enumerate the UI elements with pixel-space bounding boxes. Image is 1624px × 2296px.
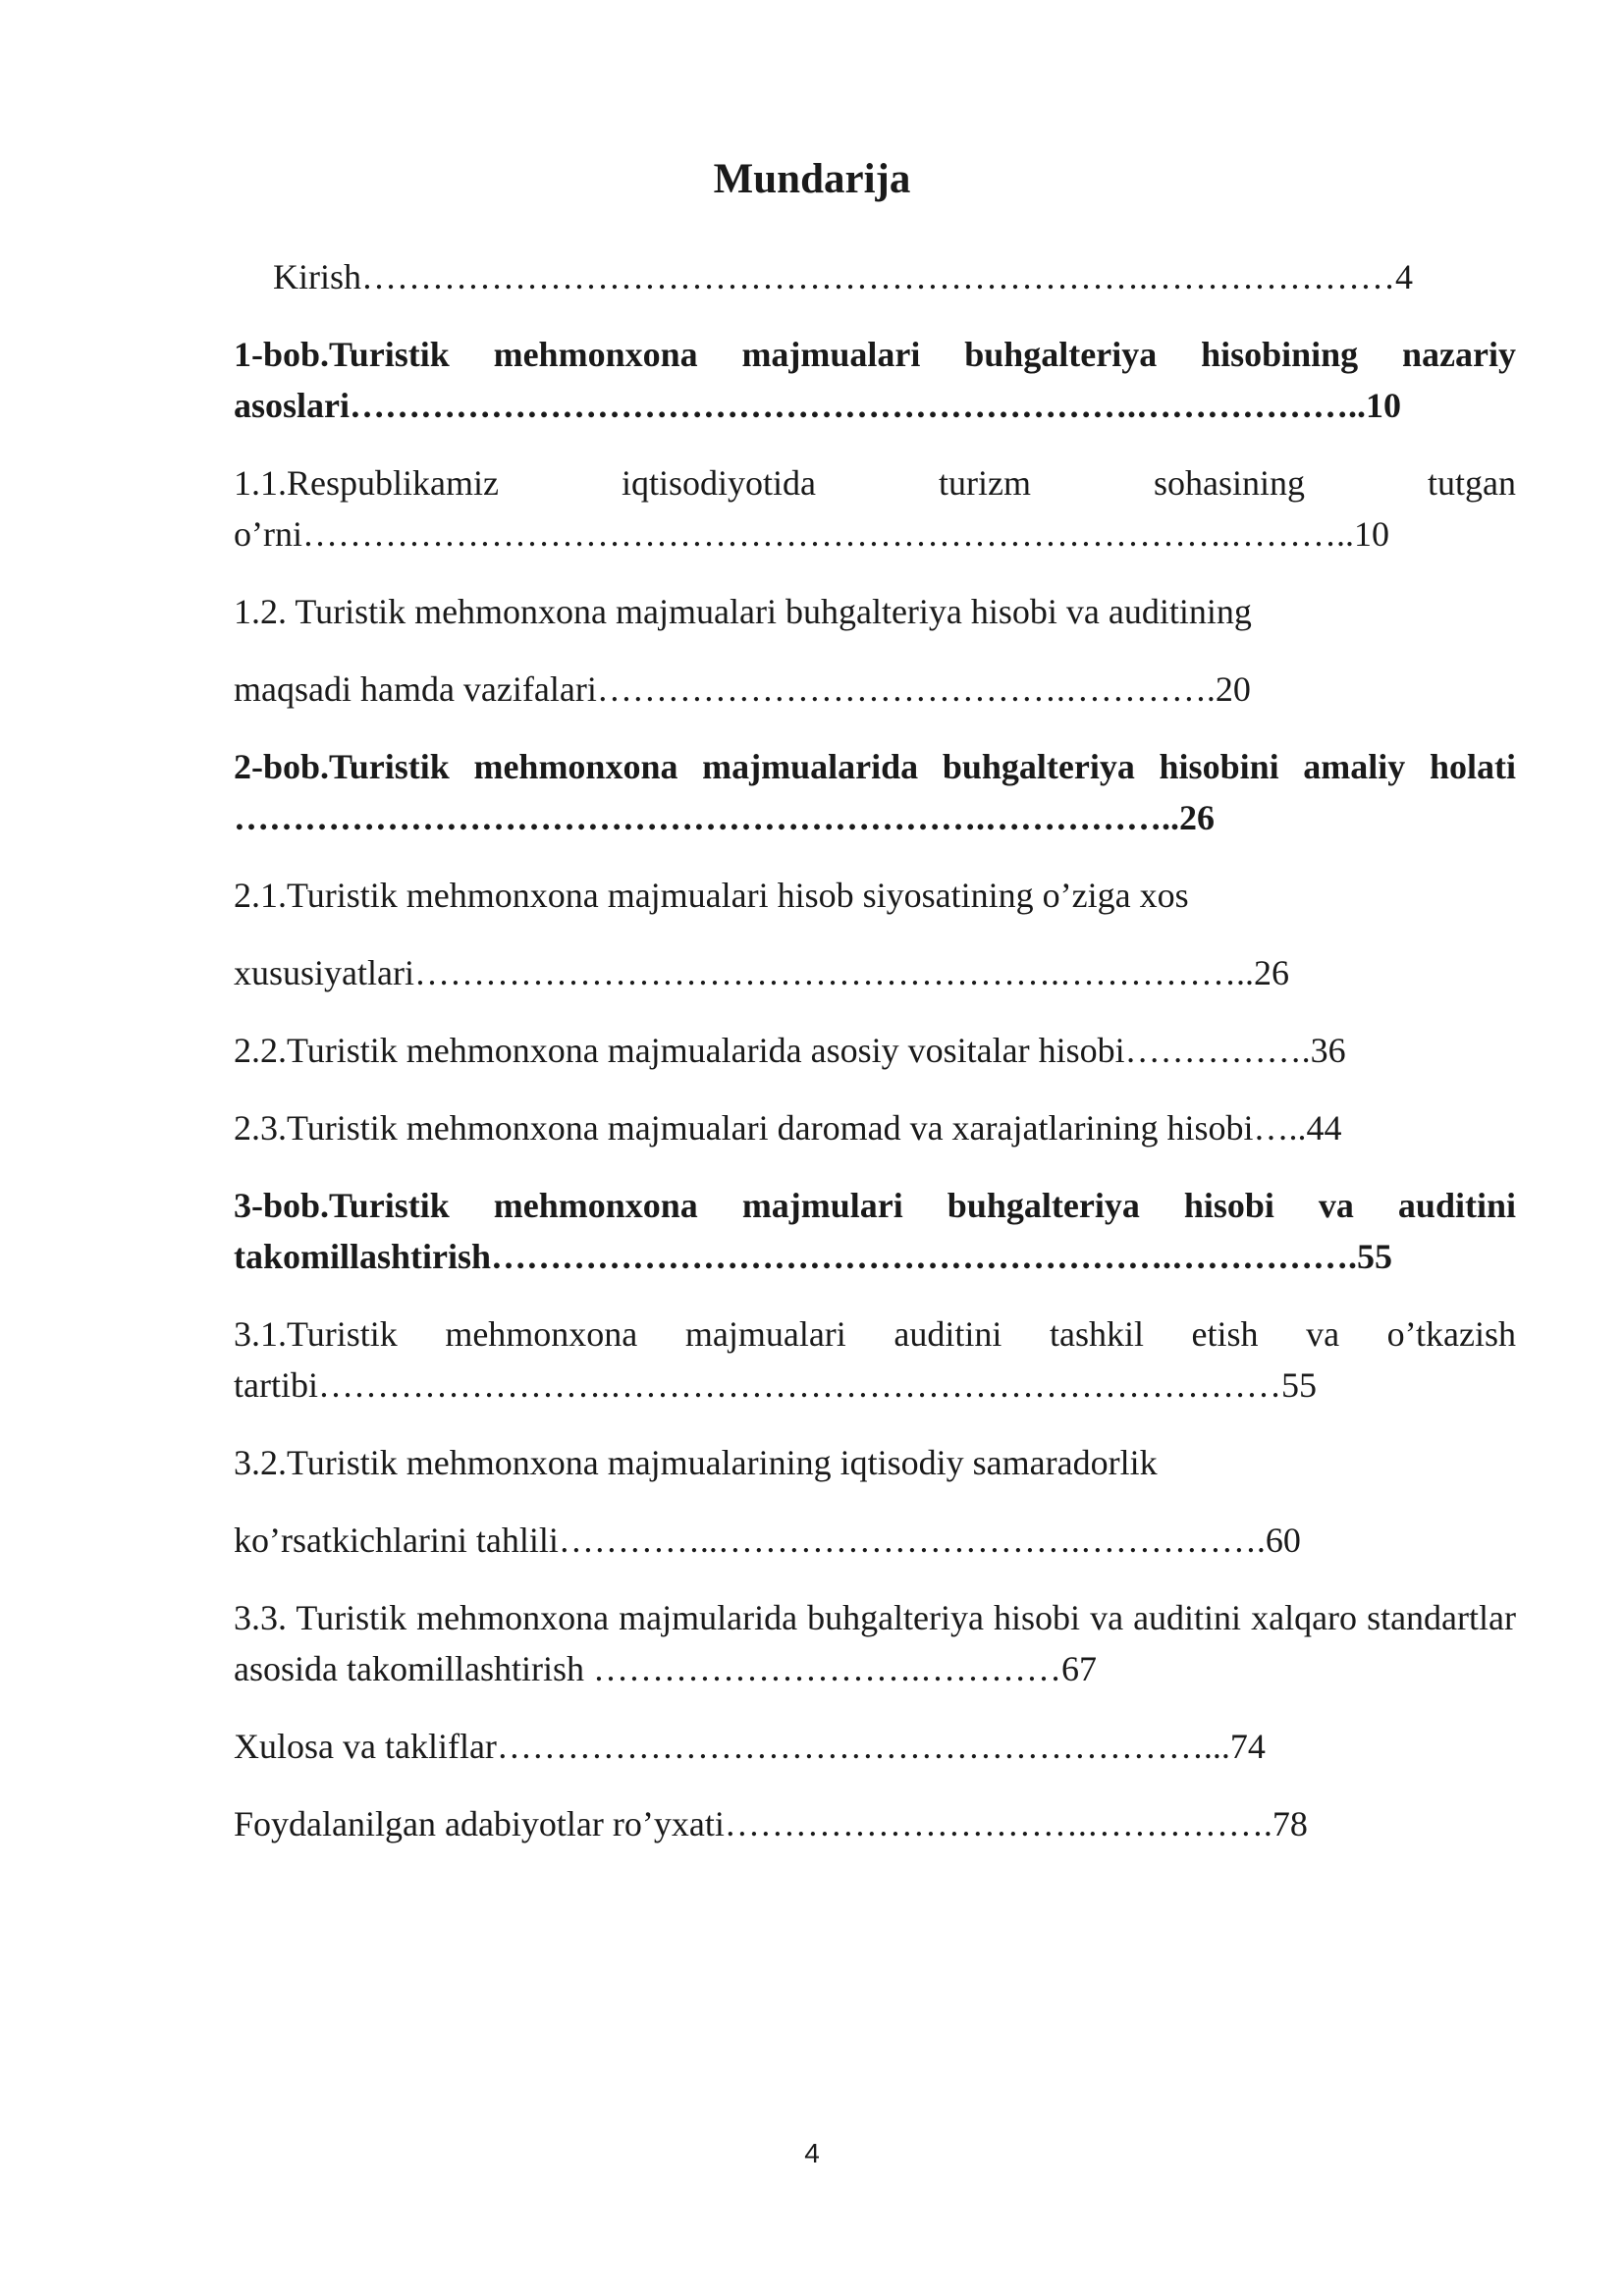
toc-section-3-1: 3.1.Turistik mehmonxona majmualari auditini tashkil etish va o’tkazish tartibi…………………….…………………………………………………55 <box>234 1314 1516 1405</box>
toc-section-1-1: 1.1.Respublikamiz iqtisodiyotida turizm sohasining tutgan o’rni…………………………………………………………………….………..10 <box>234 463 1516 554</box>
toc-section-2-1-line-1: 2.1.Turistik mehmonxona majmualari hisob siyosatining o’ziga xos <box>234 876 1189 915</box>
toc-section-1-2-line-2: maqsadi hamda vazifalari………………………………….………….20 <box>234 669 1251 709</box>
page-title: Mundarija <box>713 156 911 202</box>
page-number: 4 <box>804 2138 820 2168</box>
toc-section-3-2-line-1: 3.2.Turistik mehmonxona majmualarining iqtisodiy samaradorlik <box>234 1443 1158 1482</box>
toc-entry-references: Foydalanilgan adabiyotlar ro’yxati………………………….…………….78 <box>234 1804 1308 1843</box>
toc-section-2-3: 2.3.Turistik mehmonxona majmualari daromad va xarajatlarining hisobi…..44 <box>234 1108 1342 1148</box>
toc-chapter-3: 3-bob.Turistik mehmonxona majmulari buhgalteriya hisobi va auditini takomillashtirish………………………………………………….…………….55 <box>234 1186 1516 1276</box>
toc-chapter-2: 2-bob.Turistik mehmonxona majmualarida buhgalteriya hisobini amaliy holati ……………………………………………………….……………..26 <box>234 747 1516 837</box>
toc-section-3-2-line-2: ko’rsatkichlarini tahlili…………..………………………….…………….60 <box>234 1521 1301 1560</box>
toc-section-1-2-line-1: 1.2. Turistik mehmonxona majmualari buhgalteriya hisobi va auditining <box>234 592 1252 631</box>
toc-entry-conclusions: Xulosa va takliflar……………………………………………………...74 <box>234 1727 1266 1766</box>
toc-section-2-2: 2.2.Turistik mehmonxona majmualarida asosiy vositalar hisobi…………….36 <box>234 1031 1346 1070</box>
table-of-contents <box>234 251 1516 1849</box>
toc-section-2-1-line-2: xususiyatlari……………………………………………….……………..26 <box>234 953 1289 992</box>
toc-section-3-3: 3.3. Turistik mehmonxona majmularida buhgalteriya hisobi va auditini xalqaro standartlar asosida takomillashtirish ……………………….…………67 <box>234 1598 1516 1688</box>
toc-entry-introduction: Kirish………………………………………………………….…………………4 <box>273 257 1413 296</box>
toc-chapter-1: 1-bob.Turistik mehmonxona majmualari buhgalteriya hisobining nazariy asoslari………………………………………………………….………………..10 <box>234 335 1516 425</box>
